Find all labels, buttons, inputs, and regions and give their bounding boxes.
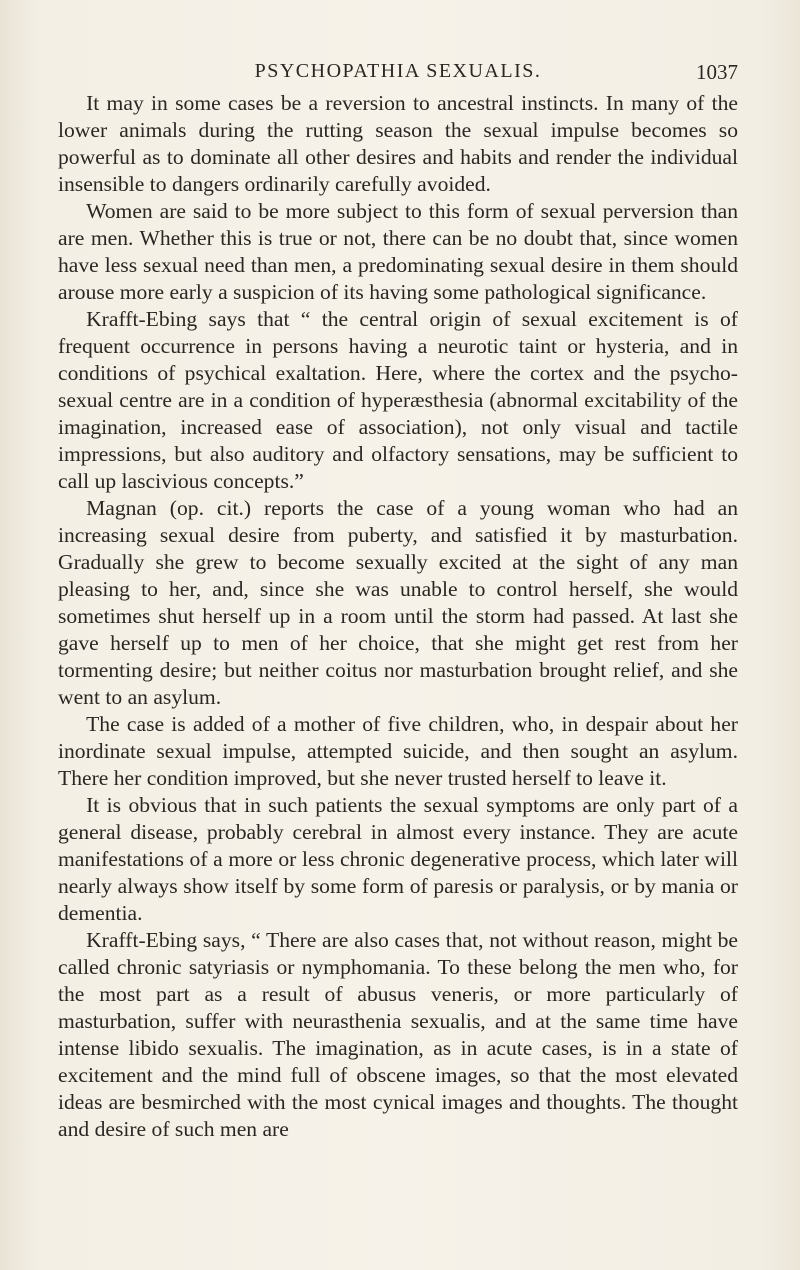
paragraph: It may in some cases be a reversion to ancestral instincts. In many of the lower animals during the rutting season the sexual impulse becomes so powerful as to dominate all other desires and habits and render the individual insensible to dangers ordinarily carefully avoided.	[58, 91, 738, 196]
paragraph: It is obvious that in such patients the sexual symptoms are only part of a general disease, probably cerebral in almost every instance. They are acute manifestations of a more or less chronic degenerative process, which later will nearly always show itself by some form of paresis or paralysis, or by mania or dementia.	[58, 793, 738, 925]
paragraph: The case is added of a mother of five children, who, in despair about her inordinate sexual impulse, attempted suicide, and then sought an asylum. There her condition improved, but she never trusted herself to leave it.	[58, 712, 738, 790]
paragraph: Women are said to be more subject to this form of sexual perversion than are men. Whether this is true or not, there can be no doubt that, since women have less sexual need than men, a predominating sexual desire in them should arouse more early a suspicion of its having some pathological significance.	[58, 199, 738, 304]
paragraph: Krafft-Ebing says, “ There are also cases that, not without reason, might be called chronic satyriasis or nymphomania. To these belong the men who, for the most part as a result of abusus veneris, or more particularly of masturbation, suffer with neurasthenia sexualis, and at the same time have intense libido sexualis. The imagination, as in acute cases, is in a state of excitement and the mind full of obscene images, so that the most elevated ideas are besmirched with the most cynical images and thoughts. The thought and desire of such men are	[58, 928, 738, 1141]
paragraph: Krafft-Ebing says that “ the central origin of sexual excitement is of frequent occurrence in persons having a neurotic taint or hysteria, and in conditions of psychical exaltation. Here, where the cortex and the psycho-sexual centre are in a condition of hyperæsthesia (abnormal excitability of the imagination, increased ease of association), not only visual and tactile impressions, but also auditory and olfactory sensations, may be sufficient to call up lascivious concepts.”	[58, 307, 738, 493]
page-header	[58, 60, 738, 90]
page-number: 1037	[696, 60, 738, 84]
body-text	[58, 90, 738, 1143]
running-title: PSYCHOPATHIA SEXUALIS.	[254, 60, 542, 82]
paragraph: Magnan (op. cit.) reports the case of a young woman who had an increasing sexual desire from puberty, and satisfied it by masturbation. Gradually she grew to become sexually excited at the sight of any man pleasing to her, and, since she was unable to control herself, she would sometimes shut herself up in a room until the storm had passed. At last she gave herself up to men of her choice, that she might get rest from her tormenting desire; but neither coitus nor masturbation brought relief, and she went to an asylum.	[58, 496, 738, 709]
